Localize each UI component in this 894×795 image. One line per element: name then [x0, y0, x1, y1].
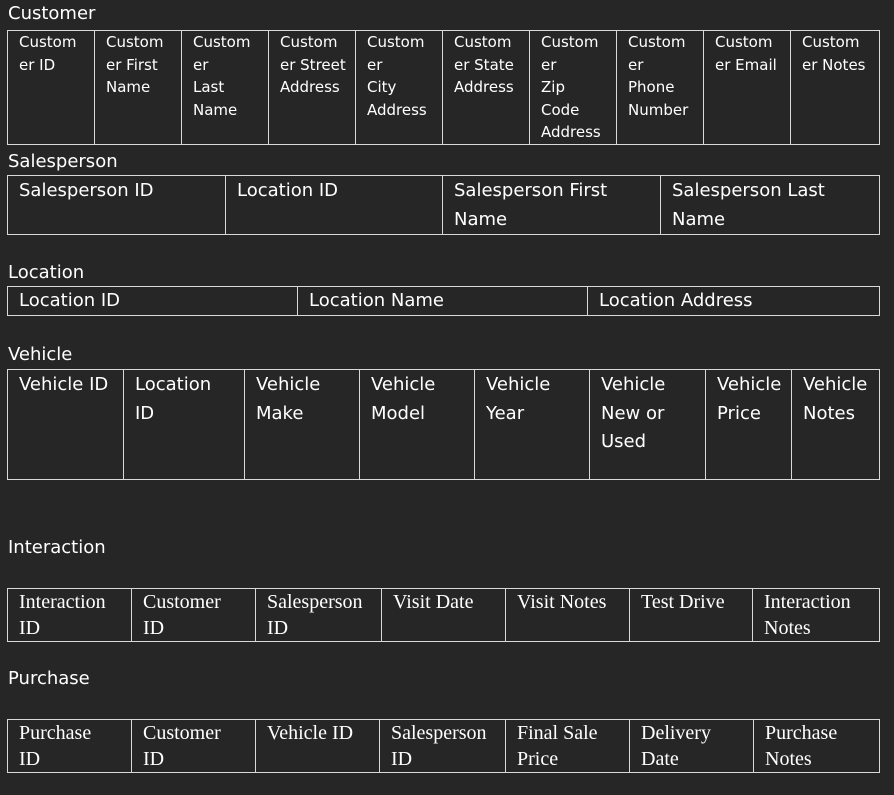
customer-notes-header: Custom er Notes: [791, 31, 880, 145]
salesperson-first-name-header: Salesperson First Name: [443, 176, 661, 235]
customer-table: [7, 30, 880, 145]
visit-notes-header: Visit Notes: [506, 589, 630, 642]
purchase-table: [7, 719, 880, 773]
vehicle-year-header: Vehicle Year: [475, 370, 590, 480]
purchase-salesperson-id-header: Salesperson ID: [380, 720, 506, 773]
interaction-id-header: Interaction ID: [8, 589, 132, 642]
location-name-header: Location Name: [298, 287, 588, 316]
customer-email-header: Custom er Email: [704, 31, 791, 145]
salesperson-location-id-header: Location ID: [226, 176, 443, 235]
interaction-section-title: Interaction: [8, 537, 106, 558]
vehicle-section-title: Vehicle: [8, 344, 73, 365]
vehicle-id-header: Vehicle ID: [8, 370, 124, 480]
visit-date-header: Visit Date: [382, 589, 506, 642]
delivery-date-header: Delivery Date: [630, 720, 754, 773]
salesperson-id-header: Salesperson ID: [8, 176, 226, 235]
customer-city-address-header: Custom er City Address: [356, 31, 443, 145]
vehicle-notes-header: Vehicle Notes: [792, 370, 880, 480]
purchase-customer-id-header: Customer ID: [132, 720, 256, 773]
vehicle-table: [7, 369, 880, 480]
purchase-vehicle-id-header: Vehicle ID: [256, 720, 380, 773]
vehicle-model-header: Vehicle Model: [360, 370, 475, 480]
vehicle-new-or-used-header: Vehicle New or Used: [590, 370, 706, 480]
purchase-section-title: Purchase: [8, 668, 90, 689]
customer-id-header: Custom er ID: [8, 31, 95, 145]
customer-street-address-header: Custom er Street Address: [269, 31, 356, 145]
customer-phone-number-header: Custom er Phone Number: [617, 31, 704, 145]
interaction-table: [7, 588, 880, 642]
vehicle-make-header: Vehicle Make: [245, 370, 360, 480]
location-section-title: Location: [8, 262, 85, 283]
salesperson-last-name-header: Salesperson Last Name: [661, 176, 880, 235]
salesperson-section-title: Salesperson: [8, 151, 118, 172]
vehicle-price-header: Vehicle Price: [706, 370, 792, 480]
vehicle-location-id-header: Location ID: [124, 370, 245, 480]
customer-first-name-header: Custom er First Name: [95, 31, 182, 145]
location-id-header: Location ID: [8, 287, 298, 316]
final-sale-price-header: Final Sale Price: [506, 720, 630, 773]
customer-last-name-header: Custom er Last Name: [182, 31, 269, 145]
location-address-header: Location Address: [588, 287, 880, 316]
test-drive-header: Test Drive: [630, 589, 753, 642]
interaction-notes-header: Interaction Notes: [753, 589, 880, 642]
purchase-notes-header: Purchase Notes: [754, 720, 880, 773]
salesperson-table: [7, 175, 880, 235]
location-table: [7, 286, 880, 316]
interaction-salesperson-id-header: Salesperson ID: [256, 589, 382, 642]
purchase-id-header: Purchase ID: [8, 720, 132, 773]
customer-state-address-header: Custom er State Address: [443, 31, 530, 145]
interaction-customer-id-header: Customer ID: [132, 589, 256, 642]
customer-section-title: Customer: [8, 3, 96, 24]
customer-zip-code-address-header: Custom er Zip Code Address: [530, 31, 617, 145]
